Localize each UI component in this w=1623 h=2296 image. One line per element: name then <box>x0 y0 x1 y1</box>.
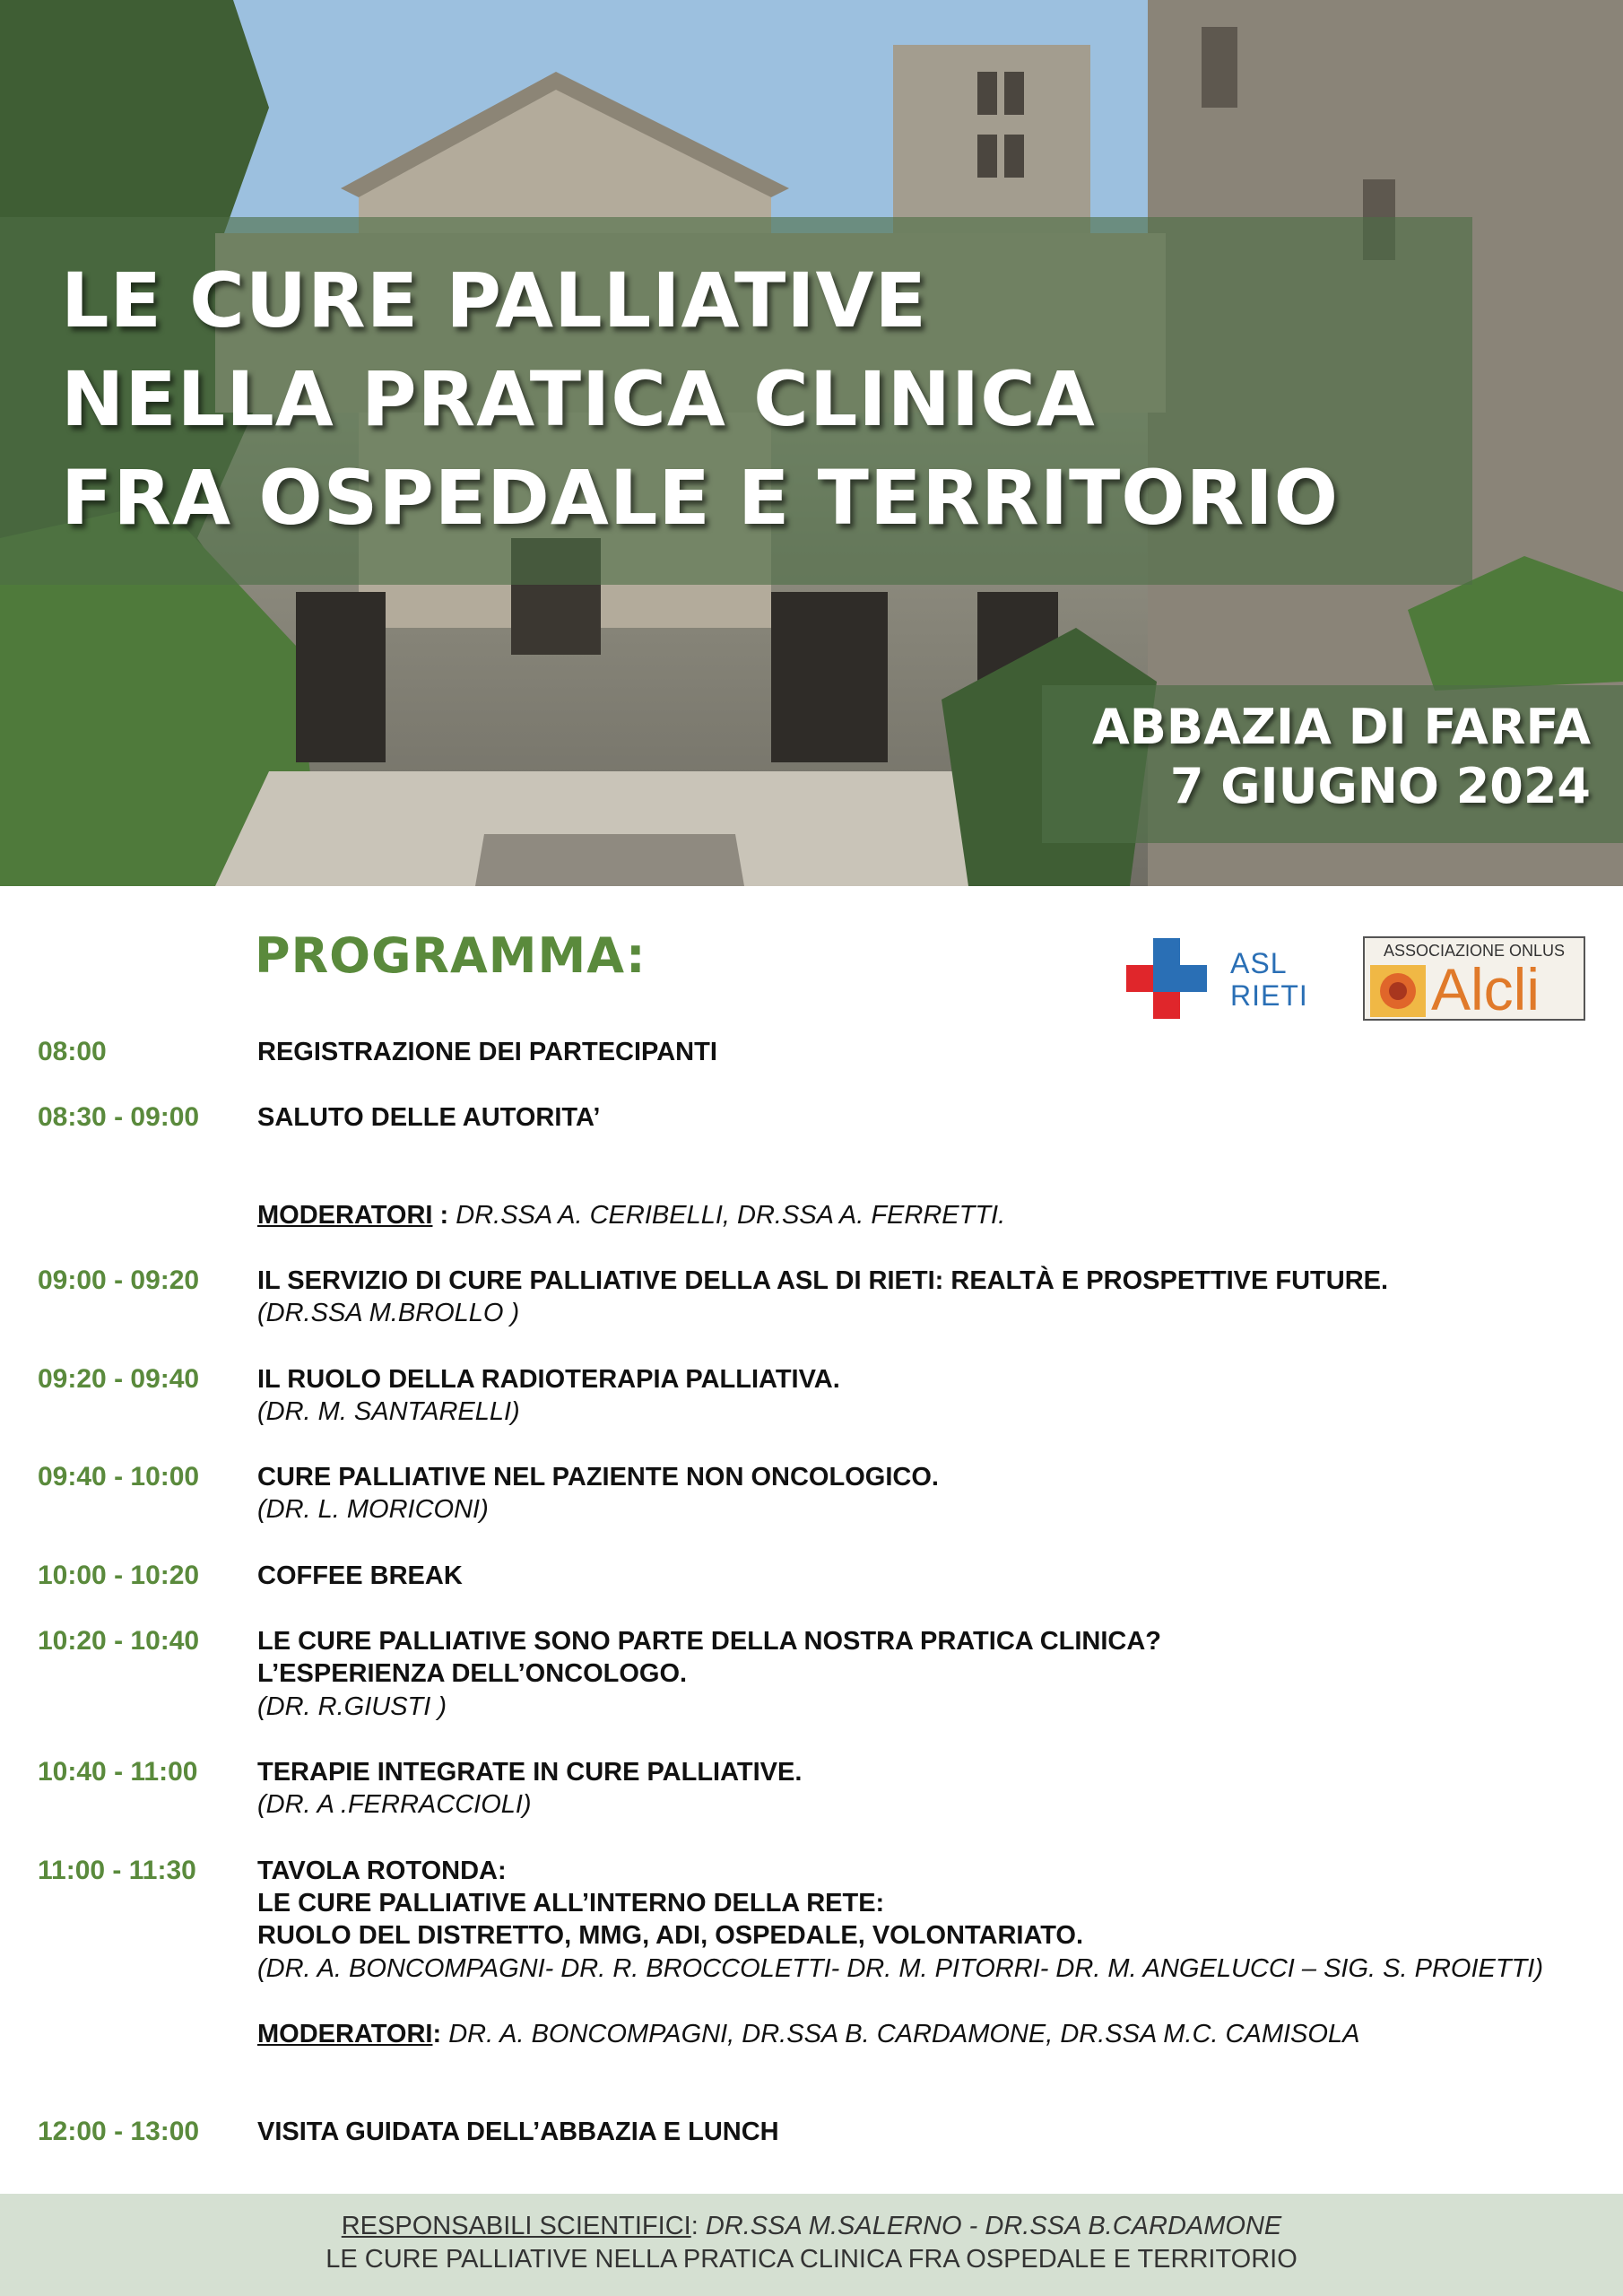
schedule-time: 10:40 - 11:00 <box>38 1757 198 1787</box>
schedule-title: VISITA GUIDATA DELL’ABBAZIA E LUNCH <box>257 2118 779 2146</box>
footer-subtitle: LE CURE PALLIATIVE NELLA PRATICA CLINICA FRA OSPEDALE E TERRITORIO <box>325 2245 1298 2274</box>
schedule-title: CURE PALLIATIVE NEL PAZIENTE NON ONCOLOGICO. <box>257 1463 939 1492</box>
schedule-title: RUOLO DEL DISTRETTO, MMG, ADI, OSPEDALE, VOLONTARIATO. <box>257 1921 1084 1950</box>
schedule-title: COFFEE BREAK <box>257 1561 463 1590</box>
schedule-speaker: (DR. L. MORICONI) <box>257 1495 489 1524</box>
schedule-title: IL SERVIZIO DI CURE PALLIATIVE DELLA ASL DI RIETI: REALTÀ E PROSPETTIVE FUTURE. <box>257 1266 1389 1295</box>
alcli-tagline: ASSOCIAZIONE ONLUS <box>1383 942 1566 960</box>
schedule-speaker: (DR. R.GIUSTI ) <box>257 1692 447 1721</box>
schedule-time: 10:20 - 10:40 <box>38 1626 200 1656</box>
event-title-line: NELLA PRATICA CLINICA <box>61 355 1096 443</box>
moderators-separator: : <box>432 1201 456 1230</box>
schedule-time: 10:00 - 10:20 <box>38 1561 200 1590</box>
alcli-emblem-icon <box>1370 965 1426 1017</box>
schedule-time: 11:00 - 11:30 <box>38 1856 196 1885</box>
moderators-names: DR.SSA A. CERIBELLI, DR.SSA A. FERRETTI. <box>456 1201 1006 1230</box>
schedule-title: L’ESPERIENZA DELL’ONCOLOGO. <box>257 1659 688 1688</box>
medical-cross-icon <box>1126 938 1207 1019</box>
moderators-label: MODERATORI <box>257 1201 433 1230</box>
scientific-leads-separator: : <box>690 2212 699 2240</box>
venue-date-block <box>1092 698 1591 816</box>
moderators-line <box>257 1199 1005 1231</box>
alcli-wordmark: Alcli <box>1431 956 1541 1022</box>
event-title <box>61 251 1339 547</box>
moderators-label: MODERATORI <box>257 2020 433 2048</box>
schedule-time: 12:00 - 13:00 <box>38 2117 200 2146</box>
schedule-time: 08:00 <box>38 1037 107 1066</box>
schedule-speaker: (DR.SSA M.BROLLO ) <box>257 1299 520 1327</box>
venue-name: ABBAZIA DI FARFA <box>1091 699 1591 755</box>
event-date: 7 GIUGNO 2024 <box>1169 758 1591 814</box>
schedule-time: 08:30 - 09:00 <box>38 1102 200 1132</box>
schedule-title: TAVOLA ROTONDA: <box>257 1857 507 1885</box>
schedule-time: 09:40 - 10:00 <box>38 1462 200 1492</box>
event-title-line: LE CURE PALLIATIVE <box>61 257 927 344</box>
schedule-speaker: (DR. A .FERRACCIOLI) <box>257 1790 532 1819</box>
alcli-logo <box>1363 936 1585 1021</box>
schedule-title: LE CURE PALLIATIVE SONO PARTE DELLA NOSTRA PRATICA CLINICA? <box>257 1627 1162 1656</box>
moderators-names: DR. A. BONCOMPAGNI, DR.SSA B. CARDAMONE, DR.SSA M.C. CAMISOLA <box>441 2020 1360 2048</box>
schedule-time: 09:00 - 09:20 <box>38 1265 200 1295</box>
scientific-leads-names: DR.SSA M.SALERNO - DR.SSA B.CARDAMONE <box>698 2212 1282 2240</box>
schedule-time: 09:20 - 09:40 <box>38 1364 200 1394</box>
asl-wordmark <box>1230 947 1308 1012</box>
asl-wordmark-line: RIETI <box>1230 979 1308 1012</box>
program-heading: PROGRAMMA: <box>255 927 647 984</box>
hero-banner <box>0 0 1623 886</box>
schedule-title: SALUTO DELLE AUTORITA’ <box>257 1103 601 1132</box>
event-title-line: FRA OSPEDALE E TERRITORIO <box>61 454 1340 542</box>
asl-wordmark-line: ASL <box>1230 947 1288 979</box>
moderators-separator: : <box>432 2020 442 2048</box>
schedule-title: REGISTRAZIONE DEI PARTECIPANTI <box>257 1038 717 1066</box>
asl-rieti-logo <box>1126 936 1315 1026</box>
schedule-title: TERAPIE INTEGRATE IN CURE PALLIATIVE. <box>257 1758 803 1787</box>
schedule-speaker: (DR. A. BONCOMPAGNI- DR. R. BROCCOLETTI- DR. M. PITORRI- DR. M. ANGELUCCI – SIG. S. PROIETTI) <box>257 1954 1543 1983</box>
scientific-leads <box>0 2210 1623 2242</box>
schedule-title: LE CURE PALLIATIVE ALL’INTERNO DELLA RETE: <box>257 1889 885 1918</box>
schedule-title: IL RUOLO DELLA RADIOTERAPIA PALLIATIVA. <box>257 1365 840 1394</box>
schedule-speaker: (DR. M. SANTARELLI) <box>257 1397 520 1426</box>
footer <box>0 2194 1623 2296</box>
moderators-line <box>257 2018 1359 2050</box>
scientific-leads-label: RESPONSABILI SCIENTIFICI <box>341 2212 691 2240</box>
